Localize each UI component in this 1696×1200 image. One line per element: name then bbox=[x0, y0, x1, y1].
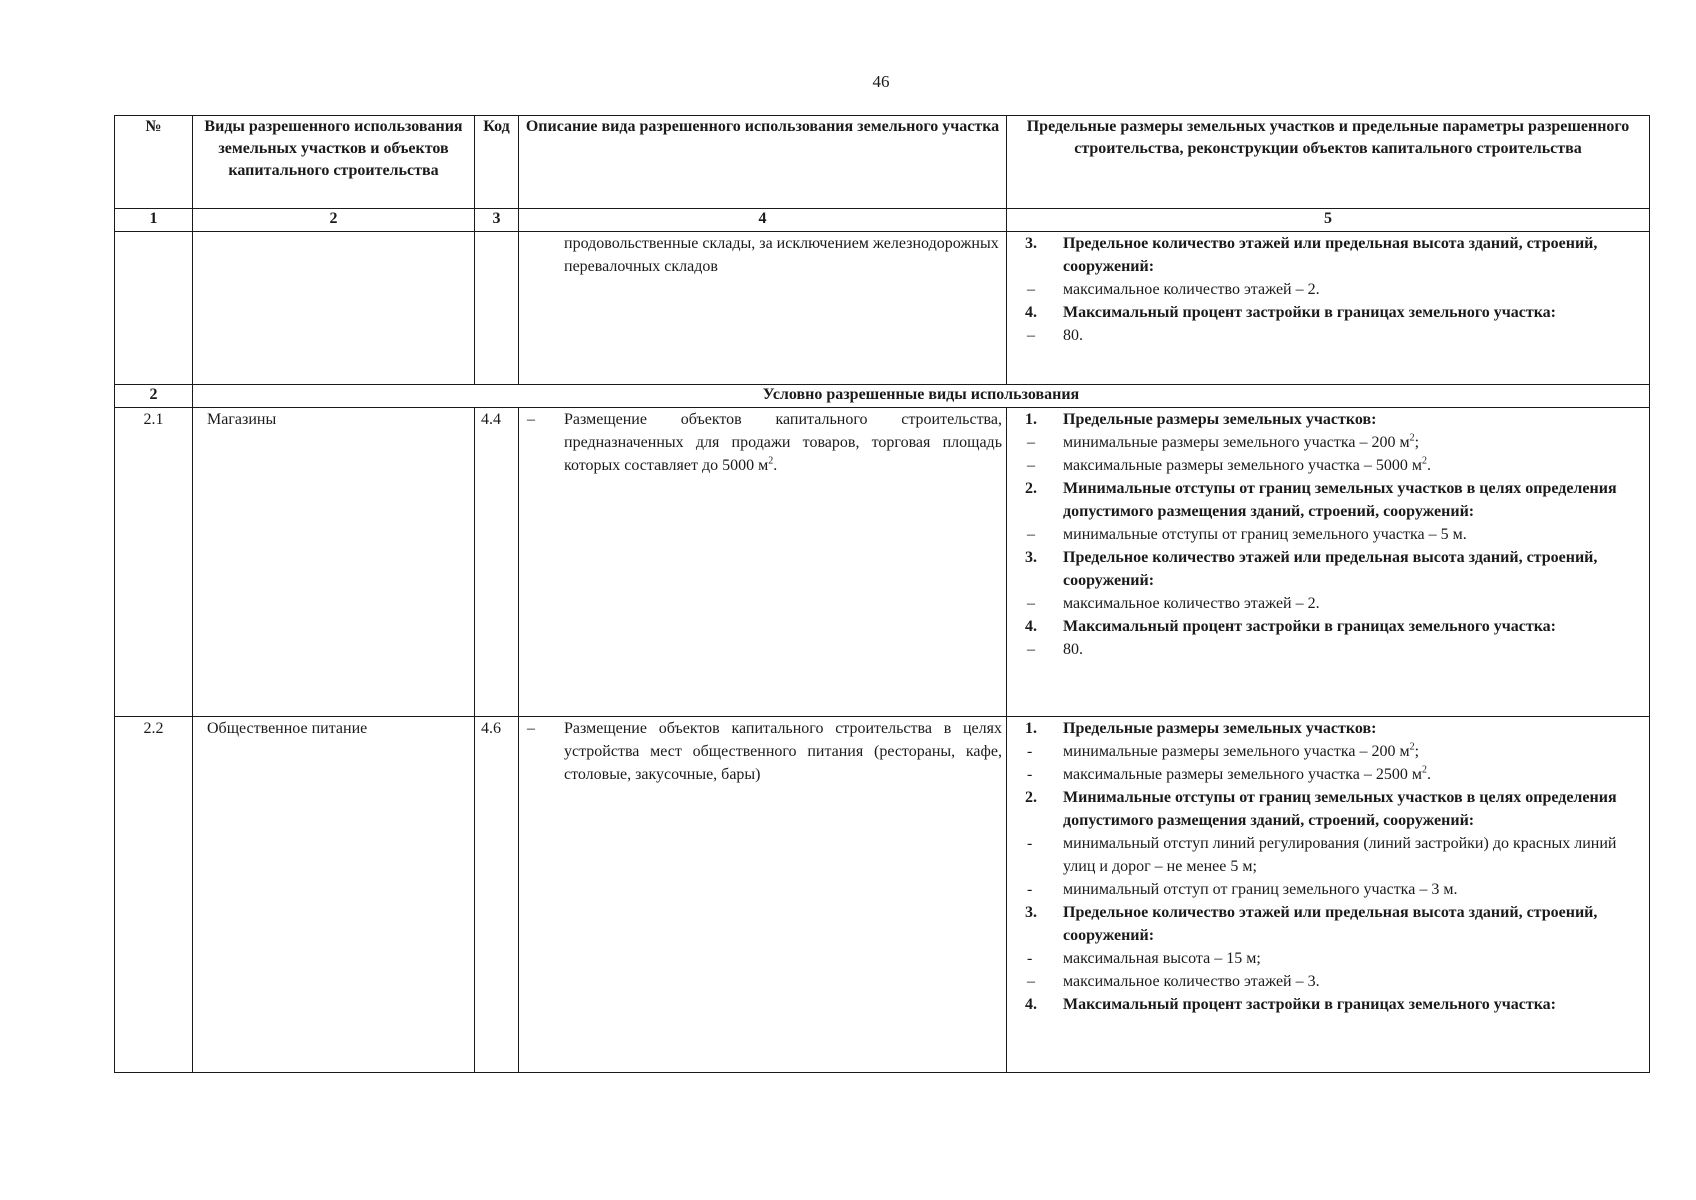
param-text: Минимальные отступы от границ земельных участков в целях определения допустимого размещения зданий, строений, сооружений: bbox=[1063, 480, 1617, 520]
param-item bbox=[1007, 431, 1649, 454]
param-text: Минимальные отступы от границ земельных участков в целях определения допустимого размещения зданий, строений, сооружений: bbox=[1063, 789, 1617, 829]
list-marker: 4. bbox=[1025, 618, 1037, 635]
column-number: 4 bbox=[519, 209, 1007, 232]
description-item bbox=[519, 717, 1006, 786]
param-text: минимальные отступы от границ земельного участка – 5 м. bbox=[1063, 526, 1467, 543]
list-marker: 1. bbox=[1025, 411, 1037, 428]
list-marker: – bbox=[1027, 457, 1035, 474]
description-list bbox=[519, 408, 1006, 477]
list-marker: – bbox=[1027, 327, 1035, 344]
description-text: Размещение объектов капитального строительства, предназначенных для продажи товаров, торговая площадь которых составляет до 5000 $м^2$. bbox=[564, 411, 1002, 474]
param-heading bbox=[1007, 786, 1649, 832]
param-text: 80. bbox=[1063, 327, 1083, 344]
row-description-cell bbox=[519, 408, 1007, 717]
row-params-cell bbox=[1007, 717, 1650, 1073]
row-params-cell bbox=[1007, 408, 1650, 717]
list-marker: - bbox=[1027, 881, 1033, 898]
section-row bbox=[115, 385, 1650, 408]
param-text: максимальные размеры земельного участка – 5000 $м^2$. bbox=[1063, 455, 1431, 474]
table-row bbox=[115, 717, 1650, 1073]
list-marker: – bbox=[1027, 641, 1035, 658]
param-item bbox=[1007, 592, 1649, 615]
list-marker: – bbox=[1027, 434, 1035, 451]
list-marker: 3. bbox=[1025, 904, 1037, 921]
param-heading bbox=[1007, 615, 1649, 638]
row-code-cell: 4.4 bbox=[475, 408, 519, 717]
param-text: Предельное количество этажей или предельная высота зданий, строений, сооружений: bbox=[1063, 549, 1598, 589]
table-row bbox=[115, 232, 1650, 385]
description-list bbox=[519, 717, 1006, 786]
param-item bbox=[1007, 638, 1649, 661]
row-number-cell bbox=[115, 232, 193, 385]
param-heading bbox=[1007, 301, 1649, 324]
row-name-cell: Общественное питание bbox=[193, 717, 475, 1073]
list-marker: - bbox=[1027, 950, 1033, 967]
table-row bbox=[115, 408, 1650, 717]
list-marker: - bbox=[1027, 766, 1033, 783]
param-item bbox=[1007, 278, 1649, 301]
header-description: Описание вида разрешенного использования земельного участка bbox=[519, 116, 1007, 209]
param-item bbox=[1007, 454, 1649, 477]
param-text: минимальные размеры земельного участка – 200 $м^2$; bbox=[1063, 432, 1420, 451]
row-params-cell bbox=[1007, 232, 1650, 385]
param-item bbox=[1007, 878, 1649, 901]
description-text: продовольственные склады, за исключением железнодорожных перевалочных складов bbox=[564, 235, 999, 275]
list-marker: 4. bbox=[1025, 996, 1037, 1013]
param-text: Предельное количество этажей или предельная высота зданий, строений, сооружений: bbox=[1063, 235, 1598, 275]
list-marker: 3. bbox=[1025, 549, 1037, 566]
list-marker: – bbox=[1027, 526, 1035, 543]
param-heading bbox=[1007, 993, 1649, 1016]
param-heading bbox=[1007, 901, 1649, 947]
list-marker: – bbox=[527, 720, 535, 737]
param-text: максимальные размеры земельного участка – 2500 $м^2$. bbox=[1063, 764, 1431, 783]
list-marker: – bbox=[527, 411, 535, 428]
land-use-table bbox=[114, 115, 1650, 1073]
header-parameters: Предельные размеры земельных участков и предельные параметры разрешенного строительства, реконструкции объектов капитального строительства bbox=[1007, 116, 1650, 209]
param-text: максимальное количество этажей – 2. bbox=[1063, 595, 1320, 612]
param-heading bbox=[1007, 477, 1649, 523]
section-title: Условно разрешенные виды использования bbox=[193, 385, 1650, 408]
header-use-types: Виды разрешенного использования земельных участков и объектов капитального строительства bbox=[193, 116, 475, 209]
param-text: Максимальный процент застройки в границах земельного участка: bbox=[1063, 618, 1556, 635]
row-description-cell bbox=[519, 717, 1007, 1073]
list-marker: 2. bbox=[1025, 480, 1037, 497]
list-marker: 1. bbox=[1025, 720, 1037, 737]
list-marker: - bbox=[1027, 743, 1033, 760]
param-text: максимальное количество этажей – 2. bbox=[1063, 281, 1320, 298]
param-item bbox=[1007, 763, 1649, 786]
list-marker: 4. bbox=[1025, 304, 1037, 321]
param-text: максимальное количество этажей – 3. bbox=[1063, 973, 1320, 990]
param-item bbox=[1007, 832, 1649, 878]
param-item bbox=[1007, 523, 1649, 546]
row-name-cell bbox=[193, 232, 475, 385]
column-number-row bbox=[115, 209, 1650, 232]
param-heading bbox=[1007, 232, 1649, 278]
params-list bbox=[1007, 717, 1649, 1016]
list-marker: - bbox=[1027, 835, 1033, 852]
row-description-cell bbox=[519, 232, 1007, 385]
params-list bbox=[1007, 408, 1649, 661]
page-number: 46 bbox=[872, 72, 890, 91]
param-text: Максимальный процент застройки в границах земельного участка: bbox=[1063, 304, 1556, 321]
param-text: Предельные размеры земельных участков: bbox=[1063, 411, 1377, 428]
param-heading bbox=[1007, 408, 1649, 431]
param-text: Предельное количество этажей или предельная высота зданий, строений, сооружений: bbox=[1063, 904, 1598, 944]
row-code-cell: 4.6 bbox=[475, 717, 519, 1073]
param-heading bbox=[1007, 717, 1649, 740]
list-marker: – bbox=[1027, 281, 1035, 298]
param-text: Максимальный процент застройки в границах земельного участка: bbox=[1063, 996, 1556, 1013]
column-number: 1 bbox=[115, 209, 193, 232]
list-marker: 3. bbox=[1025, 235, 1037, 252]
row-code-cell bbox=[475, 232, 519, 385]
row-name-cell: Магазины bbox=[193, 408, 475, 717]
description-text: Размещение объектов капитального строительства в целях устройства мест общественного питания (рестораны, кафе, столовые, закусочные, бары) bbox=[564, 720, 1002, 783]
list-marker: – bbox=[1027, 595, 1035, 612]
list-marker: – bbox=[1027, 973, 1035, 990]
param-item bbox=[1007, 324, 1649, 347]
column-number: 5 bbox=[1007, 209, 1650, 232]
row-number-cell: 2.2 bbox=[115, 717, 193, 1073]
param-item bbox=[1007, 947, 1649, 970]
row-number-cell: 2.1 bbox=[115, 408, 193, 717]
header-code: Код bbox=[475, 116, 519, 209]
params-list bbox=[1007, 232, 1649, 347]
column-number: 2 bbox=[193, 209, 475, 232]
header-number: № bbox=[115, 116, 193, 209]
param-heading bbox=[1007, 546, 1649, 592]
param-text: 80. bbox=[1063, 641, 1083, 658]
param-item bbox=[1007, 740, 1649, 763]
table-header-row bbox=[115, 116, 1650, 209]
list-marker: 2. bbox=[1025, 789, 1037, 806]
param-text: минимальный отступ от границ земельного участка – 3 м. bbox=[1063, 881, 1458, 898]
param-text: максимальная высота – 15 м; bbox=[1063, 950, 1261, 967]
param-text: минимальные размеры земельного участка – 200 $м^2$; bbox=[1063, 741, 1420, 760]
column-number: 3 bbox=[475, 209, 519, 232]
section-number: 2 bbox=[115, 385, 193, 408]
param-text: минимальный отступ линий регулирования (линий застройки) до красных линий улиц и дорог – не менее 5 м; bbox=[1063, 835, 1617, 875]
description-item bbox=[519, 408, 1006, 477]
param-text: Предельные размеры земельных участков: bbox=[1063, 720, 1377, 737]
param-item bbox=[1007, 970, 1649, 993]
